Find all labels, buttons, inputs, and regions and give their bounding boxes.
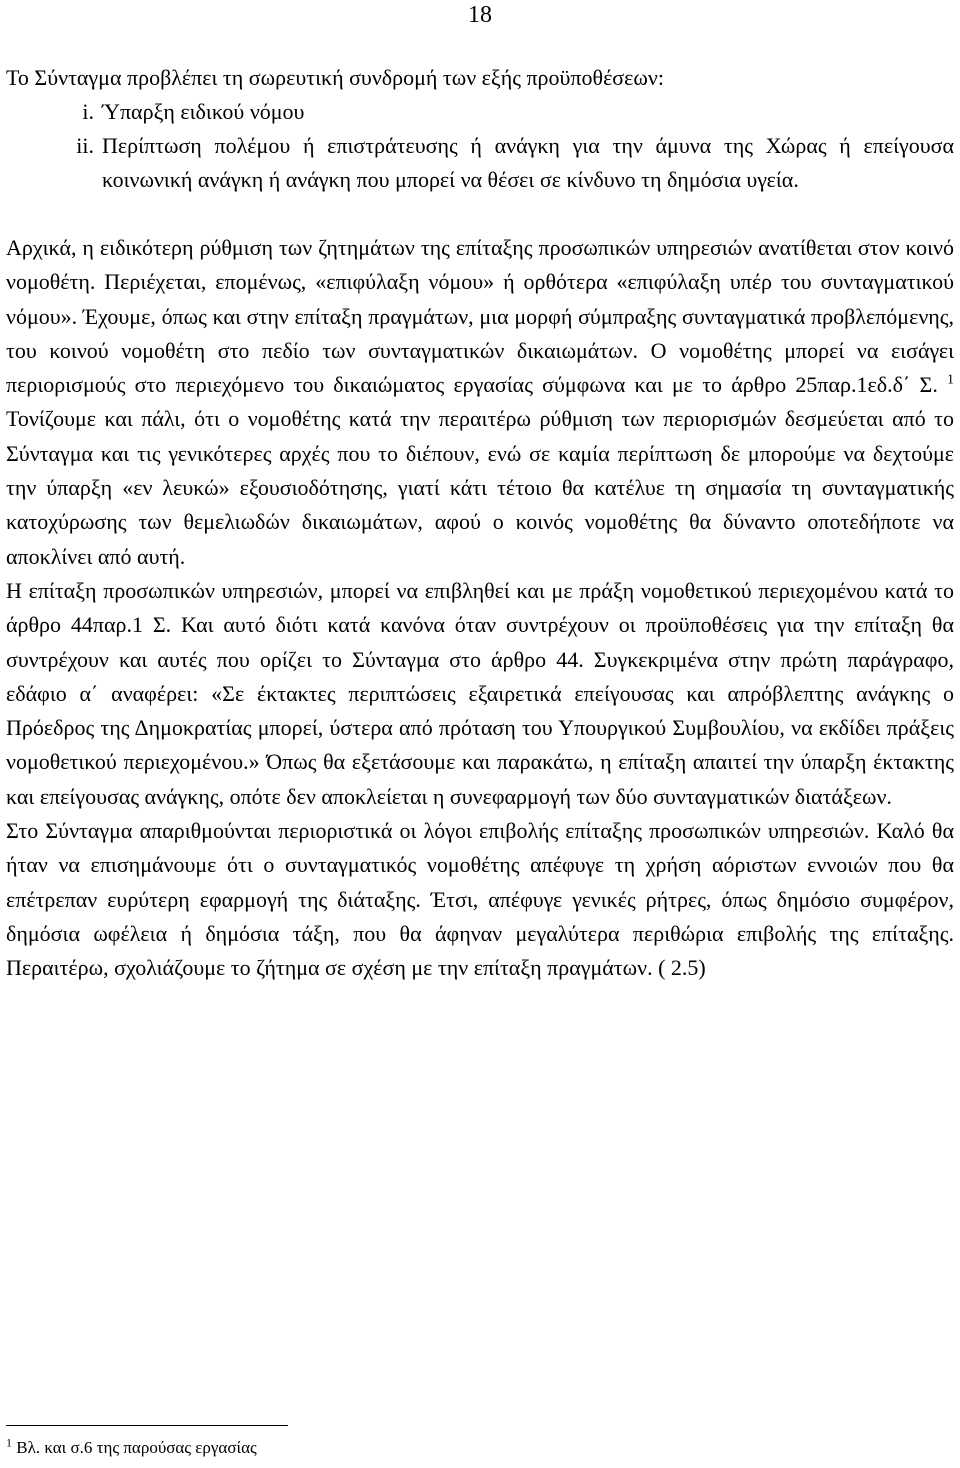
body-paragraphs — [6, 231, 954, 986]
paragraph-text: Τονίζουμε και πάλι, ότι ο νομοθέτης κατά την περαιτέρω ρύθμιση των περιορισμών δεσμεύεται από το Σύνταγμα και τις γενικότερες αρχές που το διέπουν, ενώ σε καμία περίπτωση δε μπορούμε να δεχτούμε την ύπαρξη «εν λευκώ» εξουσιοδότησης, γιατί κάτι τέτοιο θα κατέλυε τη σημασία τη συνταγματικής κατοχύρωσης των θεμελιωδών δικαιωμάτων, αφού ο κοινός νομοθέτης θα δύναντο οποτεδήποτε να αποκλίνει από αυτή. — [6, 406, 954, 569]
page-number: 18 — [468, 2, 492, 28]
paragraph: Η επίταξη προσωπικών υπηρεσιών, μπορεί να επιβληθεί και με πράξη νομοθετικού περιεχομένου κατά το άρθρο 44παρ.1 Σ. Και αυτό διότι κατά κανόνα όταν συντρέχουν οι προϋποθέσεις για την επίταξη θα συντρέχουν και αυτές που ορίζει το Σύνταγμα στο άρθρο 44. Συγκεκριμένα στην πρώτη παράγραφο, εδάφιο α΄ αναφέρει: «Σε έκτακτες περιπτώσεις εξαιρετικά επείγουσας και απρόβλεπτης ανάγκης ο Πρόεδρος της Δημοκρατίας μπορεί, ύστερα από πρόταση του Υπουργικού Συμβουλίου, να εκδίδει πράξεις νομοθετικού περιεχομένου.» Όπως θα εξετάσουμε και παρακάτω, η επίταξη απαιτεί την ύπαρξη έκτακτης και επείγουσας ανάγκης, οπότε δεν αποκλείεται η συνεφαρμογή των δύο συνταγματικών διατάξεων. — [6, 577, 954, 809]
paragraph — [6, 231, 954, 574]
paragraph: Στο Σύνταγμα απαριθμούνται περιοριστικά οι λόγοι επιβολής επίταξης προσωπικών υπηρεσιών. Καλό θα ήταν να επισημάνουμε ότι ο συνταγματικός νομοθέτης απέφυγε τη χρήση αόριστων εννοιών που θα επέτρεπαν ευρύτερη εφαρμογή της διάταξης. Έτσι, απέφυγε γενικές ρήτρες, όπως δημόσιο συμφέρον, δημόσια ωφέλεια ή δημόσια τάξη, που θα άφηναν μεγαλύτερα περιθώρια επιβολής της επίταξης. Περαιτέρω, σχολιάζουμε το ζήτημα σε σχέση με την επίταξη πραγμάτων. ( 2.5) — [6, 818, 954, 981]
footnote-text: Βλ. και σ.6 της παρούσας εργασίας — [16, 1438, 257, 1457]
footnote-reference[interactable]: 1 — [947, 372, 955, 388]
list-item-text: Περίπτωση πολέμου ή επιστράτευσης ή ανάγκη για την άμυνα της Χώρας ή επείγουσα κοινωνική ανάγκη ή ανάγκη που μπορεί να θέσει σε κίνδυνο τη δημόσια υγεία. — [102, 133, 954, 192]
page-body — [6, 61, 954, 986]
list-marker: ii. — [76, 133, 94, 158]
intro-text: Το Σύνταγμα προβλέπει τη σωρευτική συνδρομή των εξής προϋποθέσεων: — [6, 65, 664, 90]
paragraph-text: Αρχικά, η ειδικότερη ρύθμιση των ζητημάτων της επίταξης προσωπικών υπηρεσιών ανατίθεται στον κοινό νομοθέτη. Περιέχεται, επομένως, «επιφύλαξη νόμου» ή ορθότερα «επιφύλαξη υπέρ του συνταγματικού νόμου». Έχουμε, όπως και στην επίταξη πραγμάτων, μια μορφή σύμπραξης συνταγματικά προβλεπόμενης, του κοινού νομοθέτη στο πεδίο των συνταγματικών δικαιωμάτων. Ο νομοθέτης μπορεί να εισάγει περιορισμούς στο περιεχόμενο του δικαιώματος εργασίας σύμφωνα και με το άρθρο 25παρ.1εδ.δ΄ Σ. — [6, 235, 954, 398]
conditions-list — [6, 95, 954, 197]
footnote — [6, 1435, 257, 1461]
footnote-marker: 1 — [6, 1435, 12, 1450]
list-marker: i. — [82, 99, 94, 124]
footnote-divider — [6, 1425, 288, 1426]
list-item-text: Ύπαρξη ειδικού νόμου — [102, 99, 305, 124]
list-item — [6, 95, 954, 129]
list-item — [6, 129, 954, 197]
